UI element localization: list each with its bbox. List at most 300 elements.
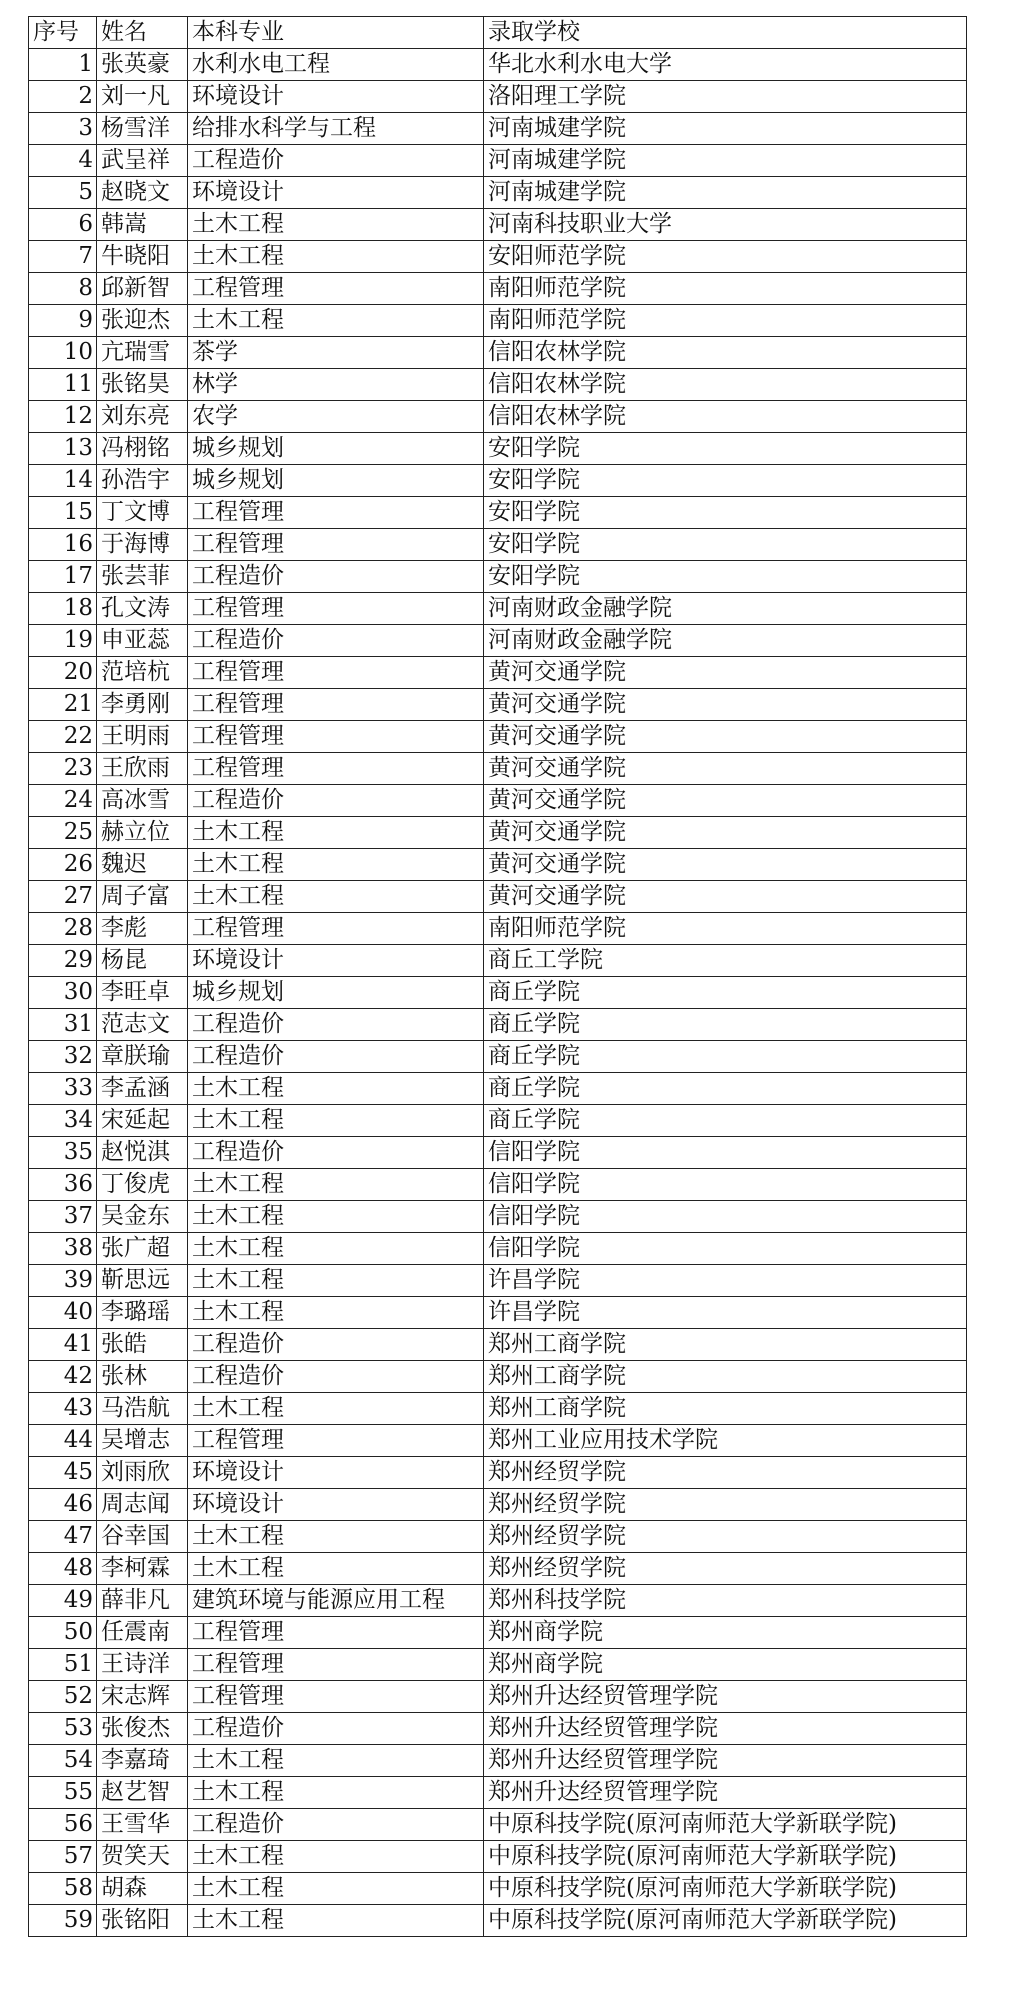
cell-major: 土木工程 (188, 881, 484, 913)
cell-index: 14 (29, 465, 97, 497)
cell-major: 土木工程 (188, 1297, 484, 1329)
cell-name: 杨昆 (97, 945, 188, 977)
table-row (29, 1521, 967, 1553)
cell-school: 黄河交通学院 (484, 721, 967, 753)
cell-name: 王雪华 (97, 1809, 188, 1841)
cell-major: 环境设计 (188, 1457, 484, 1489)
cell-school: 安阳学院 (484, 433, 967, 465)
cell-index: 33 (29, 1073, 97, 1105)
cell-index: 29 (29, 945, 97, 977)
cell-school: 商丘学院 (484, 977, 967, 1009)
cell-index: 5 (29, 177, 97, 209)
table-row (29, 1617, 967, 1649)
table-row (29, 625, 967, 657)
cell-school: 郑州经贸学院 (484, 1553, 967, 1585)
cell-index: 8 (29, 273, 97, 305)
cell-name: 靳思远 (97, 1265, 188, 1297)
table-row (29, 1329, 967, 1361)
cell-school: 郑州升达经贸管理学院 (484, 1777, 967, 1809)
cell-index: 55 (29, 1777, 97, 1809)
cell-name: 吴增志 (97, 1425, 188, 1457)
cell-major: 农学 (188, 401, 484, 433)
cell-major: 工程造价 (188, 1137, 484, 1169)
cell-school: 郑州工商学院 (484, 1393, 967, 1425)
cell-school: 河南城建学院 (484, 177, 967, 209)
cell-name: 武呈祥 (97, 145, 188, 177)
cell-school: 南阳师范学院 (484, 913, 967, 945)
cell-index: 11 (29, 369, 97, 401)
cell-school: 商丘学院 (484, 1041, 967, 1073)
cell-major: 工程管理 (188, 529, 484, 561)
cell-school: 黄河交通学院 (484, 849, 967, 881)
cell-major: 工程管理 (188, 593, 484, 625)
cell-name: 谷幸国 (97, 1521, 188, 1553)
cell-name: 亢瑞雪 (97, 337, 188, 369)
table-row (29, 401, 967, 433)
table-row (29, 689, 967, 721)
table-row (29, 337, 967, 369)
table-row (29, 849, 967, 881)
cell-index: 51 (29, 1649, 97, 1681)
cell-name: 孔文涛 (97, 593, 188, 625)
table-row (29, 1361, 967, 1393)
cell-major: 土木工程 (188, 817, 484, 849)
cell-name: 刘雨欣 (97, 1457, 188, 1489)
table-row (29, 209, 967, 241)
cell-school: 安阳学院 (484, 497, 967, 529)
cell-name: 李孟涵 (97, 1073, 188, 1105)
table-row (29, 369, 967, 401)
cell-name: 魏迟 (97, 849, 188, 881)
cell-school: 信阳农林学院 (484, 369, 967, 401)
cell-name: 申亚蕊 (97, 625, 188, 657)
table-row (29, 817, 967, 849)
cell-major: 工程造价 (188, 1361, 484, 1393)
cell-name: 赵悦淇 (97, 1137, 188, 1169)
table-row (29, 305, 967, 337)
cell-name: 韩嵩 (97, 209, 188, 241)
cell-name: 刘一凡 (97, 81, 188, 113)
cell-school: 商丘学院 (484, 1105, 967, 1137)
cell-index: 21 (29, 689, 97, 721)
cell-index: 26 (29, 849, 97, 881)
cell-name: 李柯霖 (97, 1553, 188, 1585)
cell-school: 中原科技学院(原河南师范大学新联学院) (484, 1841, 967, 1873)
cell-major: 工程造价 (188, 1009, 484, 1041)
cell-major: 土木工程 (188, 1233, 484, 1265)
cell-school: 安阳学院 (484, 465, 967, 497)
cell-name: 赵晓文 (97, 177, 188, 209)
cell-school: 中原科技学院(原河南师范大学新联学院) (484, 1809, 967, 1841)
admission-table (28, 16, 967, 1937)
cell-name: 高冰雪 (97, 785, 188, 817)
cell-index: 34 (29, 1105, 97, 1137)
cell-index: 47 (29, 1521, 97, 1553)
table-row (29, 273, 967, 305)
cell-name: 孙浩宇 (97, 465, 188, 497)
cell-major: 环境设计 (188, 177, 484, 209)
cell-major: 工程管理 (188, 1425, 484, 1457)
header-name: 姓名 (97, 17, 188, 49)
cell-major: 工程造价 (188, 145, 484, 177)
table-row (29, 1457, 967, 1489)
cell-index: 16 (29, 529, 97, 561)
cell-name: 李璐瑶 (97, 1297, 188, 1329)
cell-school: 郑州科技学院 (484, 1585, 967, 1617)
cell-index: 58 (29, 1873, 97, 1905)
cell-name: 胡森 (97, 1873, 188, 1905)
cell-name: 宋延起 (97, 1105, 188, 1137)
cell-name: 马浩航 (97, 1393, 188, 1425)
cell-name: 张皓 (97, 1329, 188, 1361)
cell-school: 南阳师范学院 (484, 305, 967, 337)
table-row (29, 81, 967, 113)
table-row (29, 145, 967, 177)
cell-major: 建筑环境与能源应用工程 (188, 1585, 484, 1617)
cell-school: 信阳学院 (484, 1169, 967, 1201)
cell-name: 贺笑天 (97, 1841, 188, 1873)
cell-name: 于海博 (97, 529, 188, 561)
cell-major: 工程管理 (188, 273, 484, 305)
cell-major: 土木工程 (188, 1553, 484, 1585)
table-row (29, 1553, 967, 1585)
table-row (29, 1777, 967, 1809)
table-row (29, 881, 967, 913)
table-row (29, 1233, 967, 1265)
cell-name: 牛晓阳 (97, 241, 188, 273)
cell-index: 22 (29, 721, 97, 753)
cell-major: 给排水科学与工程 (188, 113, 484, 145)
cell-school: 安阳学院 (484, 529, 967, 561)
cell-school: 安阳师范学院 (484, 241, 967, 273)
cell-school: 郑州升达经贸管理学院 (484, 1713, 967, 1745)
cell-index: 49 (29, 1585, 97, 1617)
cell-major: 土木工程 (188, 1201, 484, 1233)
cell-major: 城乡规划 (188, 465, 484, 497)
table-row (29, 1169, 967, 1201)
cell-major: 土木工程 (188, 1905, 484, 1937)
table-row (29, 1905, 967, 1937)
cell-index: 59 (29, 1905, 97, 1937)
cell-school: 洛阳理工学院 (484, 81, 967, 113)
cell-school: 郑州经贸学院 (484, 1457, 967, 1489)
cell-index: 48 (29, 1553, 97, 1585)
cell-index: 15 (29, 497, 97, 529)
cell-school: 黄河交通学院 (484, 817, 967, 849)
table-row (29, 1809, 967, 1841)
cell-index: 9 (29, 305, 97, 337)
cell-school: 华北水利水电大学 (484, 49, 967, 81)
cell-school: 南阳师范学院 (484, 273, 967, 305)
cell-school: 河南城建学院 (484, 113, 967, 145)
cell-index: 6 (29, 209, 97, 241)
cell-index: 12 (29, 401, 97, 433)
cell-school: 河南财政金融学院 (484, 593, 967, 625)
cell-school: 黄河交通学院 (484, 785, 967, 817)
table-row (29, 1009, 967, 1041)
cell-name: 任震南 (97, 1617, 188, 1649)
table-row (29, 1073, 967, 1105)
table-row (29, 113, 967, 145)
cell-major: 环境设计 (188, 1489, 484, 1521)
cell-major: 工程造价 (188, 561, 484, 593)
cell-index: 13 (29, 433, 97, 465)
cell-major: 工程造价 (188, 1041, 484, 1073)
cell-index: 54 (29, 1745, 97, 1777)
table-row (29, 529, 967, 561)
cell-major: 工程造价 (188, 1809, 484, 1841)
cell-major: 工程造价 (188, 625, 484, 657)
cell-index: 2 (29, 81, 97, 113)
cell-major: 土木工程 (188, 1073, 484, 1105)
cell-major: 土木工程 (188, 241, 484, 273)
table-row (29, 561, 967, 593)
cell-name: 薛非凡 (97, 1585, 188, 1617)
cell-index: 19 (29, 625, 97, 657)
table-row (29, 177, 967, 209)
cell-major: 土木工程 (188, 209, 484, 241)
table-row (29, 241, 967, 273)
table-row (29, 657, 967, 689)
cell-school: 信阳农林学院 (484, 337, 967, 369)
cell-index: 50 (29, 1617, 97, 1649)
cell-school: 河南科技职业大学 (484, 209, 967, 241)
cell-name: 李旺卓 (97, 977, 188, 1009)
cell-index: 57 (29, 1841, 97, 1873)
cell-major: 工程管理 (188, 657, 484, 689)
cell-major: 土木工程 (188, 1745, 484, 1777)
cell-name: 李彪 (97, 913, 188, 945)
cell-major: 工程管理 (188, 913, 484, 945)
cell-school: 黄河交通学院 (484, 753, 967, 785)
cell-index: 25 (29, 817, 97, 849)
table-row (29, 593, 967, 625)
header-major: 本科专业 (188, 17, 484, 49)
table-row (29, 1713, 967, 1745)
table-row (29, 1265, 967, 1297)
table-row (29, 1681, 967, 1713)
cell-name: 章朕瑜 (97, 1041, 188, 1073)
cell-index: 46 (29, 1489, 97, 1521)
cell-index: 41 (29, 1329, 97, 1361)
cell-index: 3 (29, 113, 97, 145)
cell-name: 王诗洋 (97, 1649, 188, 1681)
cell-school: 郑州经贸学院 (484, 1489, 967, 1521)
cell-school: 信阳学院 (484, 1201, 967, 1233)
cell-name: 邱新智 (97, 273, 188, 305)
cell-school: 郑州升达经贸管理学院 (484, 1745, 967, 1777)
cell-major: 水利水电工程 (188, 49, 484, 81)
table-row (29, 1841, 967, 1873)
table-row (29, 49, 967, 81)
cell-major: 土木工程 (188, 1873, 484, 1905)
cell-name: 张广超 (97, 1233, 188, 1265)
cell-name: 李嘉琦 (97, 1745, 188, 1777)
cell-school: 安阳学院 (484, 561, 967, 593)
cell-index: 52 (29, 1681, 97, 1713)
table-row (29, 465, 967, 497)
table-row (29, 433, 967, 465)
cell-index: 18 (29, 593, 97, 625)
cell-school: 郑州商学院 (484, 1649, 967, 1681)
cell-index: 28 (29, 913, 97, 945)
table-row (29, 977, 967, 1009)
cell-major: 工程管理 (188, 1617, 484, 1649)
cell-index: 39 (29, 1265, 97, 1297)
cell-name: 周子富 (97, 881, 188, 913)
cell-index: 32 (29, 1041, 97, 1073)
cell-index: 10 (29, 337, 97, 369)
table-row (29, 1425, 967, 1457)
cell-school: 中原科技学院(原河南师范大学新联学院) (484, 1873, 967, 1905)
cell-index: 45 (29, 1457, 97, 1489)
cell-major: 土木工程 (188, 1393, 484, 1425)
cell-school: 黄河交通学院 (484, 689, 967, 721)
cell-school: 郑州工业应用技术学院 (484, 1425, 967, 1457)
cell-major: 工程管理 (188, 497, 484, 529)
cell-major: 工程管理 (188, 1649, 484, 1681)
cell-index: 37 (29, 1201, 97, 1233)
cell-name: 张迎杰 (97, 305, 188, 337)
cell-index: 17 (29, 561, 97, 593)
cell-major: 工程管理 (188, 1681, 484, 1713)
cell-index: 53 (29, 1713, 97, 1745)
cell-major: 土木工程 (188, 849, 484, 881)
cell-name: 丁文博 (97, 497, 188, 529)
cell-school: 商丘工学院 (484, 945, 967, 977)
table-row (29, 945, 967, 977)
cell-school: 商丘学院 (484, 1073, 967, 1105)
cell-name: 范志文 (97, 1009, 188, 1041)
cell-index: 44 (29, 1425, 97, 1457)
cell-index: 36 (29, 1169, 97, 1201)
cell-school: 郑州工商学院 (484, 1329, 967, 1361)
cell-major: 林学 (188, 369, 484, 401)
table-row (29, 753, 967, 785)
table-row (29, 721, 967, 753)
cell-school: 郑州工商学院 (484, 1361, 967, 1393)
cell-name: 张俊杰 (97, 1713, 188, 1745)
cell-major: 土木工程 (188, 1777, 484, 1809)
cell-major: 工程管理 (188, 689, 484, 721)
cell-school: 黄河交通学院 (484, 657, 967, 689)
cell-major: 环境设计 (188, 81, 484, 113)
table-row (29, 1649, 967, 1681)
table-row (29, 497, 967, 529)
cell-school: 信阳学院 (484, 1233, 967, 1265)
table-row (29, 1105, 967, 1137)
cell-major: 土木工程 (188, 305, 484, 337)
cell-name: 周志闻 (97, 1489, 188, 1521)
cell-index: 40 (29, 1297, 97, 1329)
cell-school: 许昌学院 (484, 1265, 967, 1297)
table-row (29, 1745, 967, 1777)
cell-major: 土木工程 (188, 1841, 484, 1873)
cell-name: 范培杭 (97, 657, 188, 689)
cell-name: 赫立位 (97, 817, 188, 849)
cell-name: 张铭昊 (97, 369, 188, 401)
table-row (29, 1489, 967, 1521)
cell-index: 27 (29, 881, 97, 913)
header-index: 序号 (29, 17, 97, 49)
table-row (29, 1041, 967, 1073)
cell-school: 信阳农林学院 (484, 401, 967, 433)
cell-index: 38 (29, 1233, 97, 1265)
table-row (29, 1137, 967, 1169)
cell-name: 张芸菲 (97, 561, 188, 593)
table-row (29, 913, 967, 945)
cell-name: 李勇刚 (97, 689, 188, 721)
cell-name: 杨雪洋 (97, 113, 188, 145)
cell-major: 土木工程 (188, 1521, 484, 1553)
cell-index: 31 (29, 1009, 97, 1041)
table-row (29, 785, 967, 817)
table-row (29, 1873, 967, 1905)
cell-name: 赵艺智 (97, 1777, 188, 1809)
cell-index: 7 (29, 241, 97, 273)
cell-name: 张林 (97, 1361, 188, 1393)
cell-school: 河南城建学院 (484, 145, 967, 177)
table-row (29, 1585, 967, 1617)
cell-school: 郑州经贸学院 (484, 1521, 967, 1553)
cell-major: 土木工程 (188, 1169, 484, 1201)
cell-major: 土木工程 (188, 1265, 484, 1297)
cell-index: 23 (29, 753, 97, 785)
header-row (29, 17, 967, 49)
cell-school: 中原科技学院(原河南师范大学新联学院) (484, 1905, 967, 1937)
table-row (29, 1201, 967, 1233)
cell-name: 吴金东 (97, 1201, 188, 1233)
cell-name: 王明雨 (97, 721, 188, 753)
cell-major: 环境设计 (188, 945, 484, 977)
cell-school: 商丘学院 (484, 1009, 967, 1041)
cell-index: 1 (29, 49, 97, 81)
cell-name: 刘东亮 (97, 401, 188, 433)
cell-major: 茶学 (188, 337, 484, 369)
cell-school: 郑州商学院 (484, 1617, 967, 1649)
table-row (29, 1393, 967, 1425)
cell-school: 信阳学院 (484, 1137, 967, 1169)
cell-school: 黄河交通学院 (484, 881, 967, 913)
cell-index: 30 (29, 977, 97, 1009)
cell-index: 35 (29, 1137, 97, 1169)
cell-name: 丁俊虎 (97, 1169, 188, 1201)
cell-school: 许昌学院 (484, 1297, 967, 1329)
cell-name: 张英豪 (97, 49, 188, 81)
cell-index: 42 (29, 1361, 97, 1393)
cell-index: 4 (29, 145, 97, 177)
cell-school: 河南财政金融学院 (484, 625, 967, 657)
cell-index: 24 (29, 785, 97, 817)
cell-name: 张铭阳 (97, 1905, 188, 1937)
cell-major: 工程造价 (188, 1713, 484, 1745)
table-row (29, 1297, 967, 1329)
header-school: 录取学校 (484, 17, 967, 49)
cell-major: 土木工程 (188, 1105, 484, 1137)
cell-name: 冯栩铭 (97, 433, 188, 465)
cell-major: 工程管理 (188, 753, 484, 785)
cell-name: 宋志辉 (97, 1681, 188, 1713)
cell-name: 王欣雨 (97, 753, 188, 785)
cell-index: 20 (29, 657, 97, 689)
cell-major: 城乡规划 (188, 977, 484, 1009)
cell-index: 43 (29, 1393, 97, 1425)
cell-major: 城乡规划 (188, 433, 484, 465)
cell-index: 56 (29, 1809, 97, 1841)
cell-major: 工程造价 (188, 1329, 484, 1361)
cell-major: 工程造价 (188, 785, 484, 817)
cell-school: 郑州升达经贸管理学院 (484, 1681, 967, 1713)
